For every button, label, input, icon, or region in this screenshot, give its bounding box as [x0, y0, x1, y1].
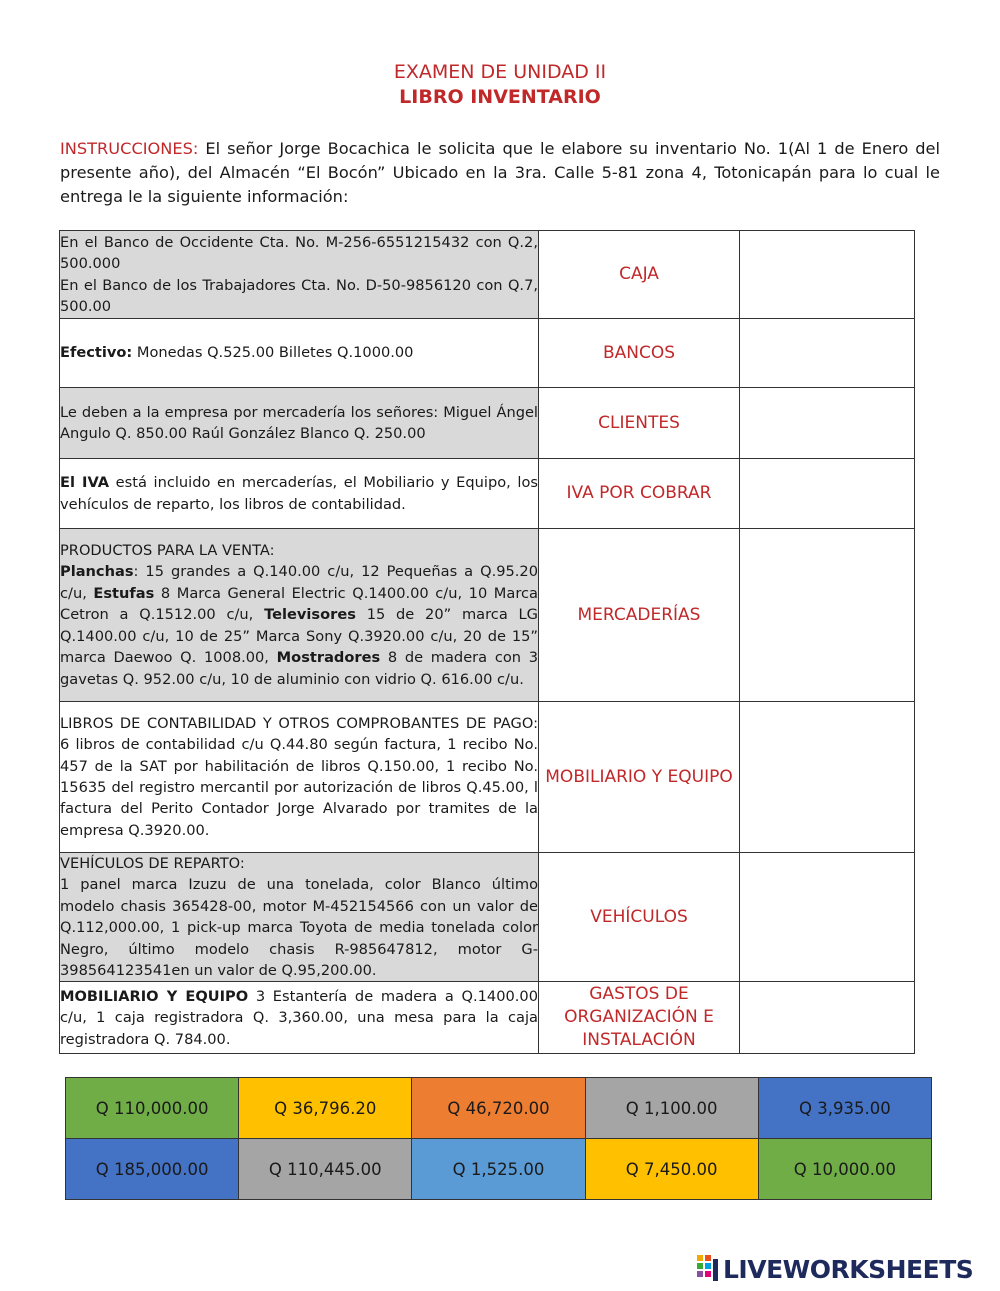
account-label: GASTOS DE ORGANIZACIÓN E INSTALACIÓN [539, 982, 740, 1054]
account-label: CLIENTES [539, 388, 740, 459]
answer-option[interactable]: Q 1,525.00 [412, 1139, 585, 1200]
account-label: CAJA [539, 231, 740, 319]
answer-option[interactable]: Q 185,000.00 [66, 1139, 239, 1200]
answer-option[interactable]: Q 46,720.00 [412, 1078, 585, 1139]
row-text: 1 panel marca Izuzu de una tonelada, color Blanco último modelo chasis 365428-00, motor M-452154566 con un valor de Q.112,000.00, 1 pick-up marca Toyota de media tonelada color Negro, último modelo chasis R-985647812, motor G-398564123541en un valor de Q.95,200.00. [60, 876, 538, 980]
row-lead: Mostradores [276, 649, 381, 667]
row-text: Monedas Q.525.00 Billetes Q.1000.00 [132, 344, 414, 362]
answer-option[interactable]: Q 7,450.00 [585, 1139, 758, 1200]
row-lead: Planchas [60, 563, 134, 581]
answer-cell[interactable] [740, 853, 915, 982]
table-row [60, 319, 915, 388]
account-label: IVA POR COBRAR [539, 459, 740, 529]
row-lead: LIBROS DE CONTABILIDAD Y OTROS COMPROBANTES DE PAGO: [60, 714, 538, 732]
row-description [60, 388, 539, 459]
answer-option[interactable]: Q 36,796.20 [239, 1078, 412, 1139]
row-lead: Televisores [264, 606, 356, 624]
answer-options-table [65, 1077, 932, 1200]
table-row [60, 702, 915, 853]
row-text: 15 de 20” marca LG Q.1400.00 c/u, 10 de 25” Marca Sony Q.3920.00 c/u, 20 de 15” marca Daewoo Q. 1008.00, [60, 606, 538, 667]
row-text: 8 Marca General Electric Q.1400.00 c/u, 10 Marca Cetron a Q.1512.00 c/u, [60, 584, 538, 624]
row-text: : 15 grandes a Q.140.00 c/u, 12 Pequeñas a Q.95.20 c/u, [60, 563, 538, 602]
inventory-table [59, 230, 915, 1054]
instructions-paragraph [60, 137, 940, 209]
row-text: 8 de madera con 3 gavetas Q. 952.00 c/u, 10 de aluminio con vidrio Q. 616.00 c/u. [60, 649, 538, 688]
answer-cell[interactable] [740, 319, 915, 388]
answer-cell[interactable] [740, 982, 915, 1054]
table-row [60, 231, 915, 319]
liveworksheets-brand: LIVEWORKSHEETS [723, 1254, 974, 1284]
table-row [60, 853, 915, 982]
instructions-text: El señor Jorge Bocachica le solicita que le elabore su inventario No. 1(Al 1 de Enero del presente año), del Almacén “El Bocón” Ubicado en la 3ra. Calle 5-81 zona 4, Totonicapán para lo cual le entrega le la siguiente información: [60, 139, 940, 206]
row-description [60, 529, 539, 702]
row-lead: Efectivo: [60, 344, 133, 362]
row-text: 3 Estantería de madera a Q.1400.00 c/u, 1 caja registradora Q. 3,360.00, una mesa para la caja registradora Q. 784.00. [60, 987, 538, 1048]
row-lead: El IVA [60, 474, 110, 492]
account-label: MERCADERÍAS [539, 529, 740, 702]
account-label: VEHÍCULOS [539, 853, 740, 982]
exam-title: EXAMEN DE UNIDAD II [393, 61, 607, 83]
row-text: 6 libros de contabilidad c/u Q.44.80 según factura, 1 recibo No. 457 de la SAT por habilitación de libros Q.150.00, 1 recibo No. 15635 del registro mercantil por autorización de libros Q.45.00, l factura del Perito Contador Jorge Alvarado por tramites de la empresa Q.3920.00. [60, 736, 538, 839]
liveworksheets-mark-icon [697, 1255, 719, 1283]
answer-cell[interactable] [740, 702, 915, 853]
title-block [0, 60, 1000, 110]
row-description [60, 982, 539, 1054]
row-lead: VEHÍCULOS DE REPARTO: [60, 855, 245, 872]
table-row [60, 529, 915, 702]
account-label: MOBILIARIO Y EQUIPO [539, 702, 740, 853]
liveworksheets-logo [697, 1252, 973, 1286]
row-lead: Estufas [93, 584, 155, 602]
row-description [60, 319, 539, 388]
answer-cell[interactable] [740, 231, 915, 319]
row-description [60, 853, 539, 982]
row-description [60, 459, 539, 529]
row-text: En el Banco de Occidente Cta. No. M-256-6551215432 con Q.2, 500.000 En el Banco de los Trabajadores Cta. No. D-50-9856120 con Q.7, 500.00 [60, 233, 538, 315]
row-text: Le deben a la empresa por mercadería los señores: Miguel Ángel Angulo Q. 850.00 Raúl González Blanco Q. 250.00 [60, 403, 538, 442]
answer-option[interactable]: Q 3,935.00 [758, 1078, 931, 1139]
row-text: está incluido en mercaderías, el Mobiliario y Equipo, los vehículos de reparto, los libros de contabilidad. [60, 474, 538, 513]
answer-option[interactable]: Q 10,000.00 [758, 1139, 931, 1200]
row-heading: PRODUCTOS PARA LA VENTA: [60, 542, 275, 560]
row-description [60, 702, 539, 853]
row-lead: MOBILIARIO Y EQUIPO [60, 987, 249, 1005]
answer-cell[interactable] [740, 388, 915, 459]
table-row [60, 459, 915, 529]
answer-cell[interactable] [740, 459, 915, 529]
row-description [60, 231, 539, 319]
answer-option[interactable]: Q 1,100.00 [585, 1078, 758, 1139]
instructions-label: INSTRUCCIONES: [60, 139, 199, 158]
answer-option[interactable]: Q 110,445.00 [239, 1139, 412, 1200]
subject-title: LIBRO INVENTARIO [399, 86, 601, 108]
table-row [60, 388, 915, 459]
answer-option[interactable]: Q 110,000.00 [66, 1078, 239, 1139]
table-row [60, 982, 915, 1054]
options-row [66, 1078, 932, 1139]
options-row [66, 1139, 932, 1200]
account-label: BANCOS [539, 319, 740, 388]
answer-cell[interactable] [740, 529, 915, 702]
